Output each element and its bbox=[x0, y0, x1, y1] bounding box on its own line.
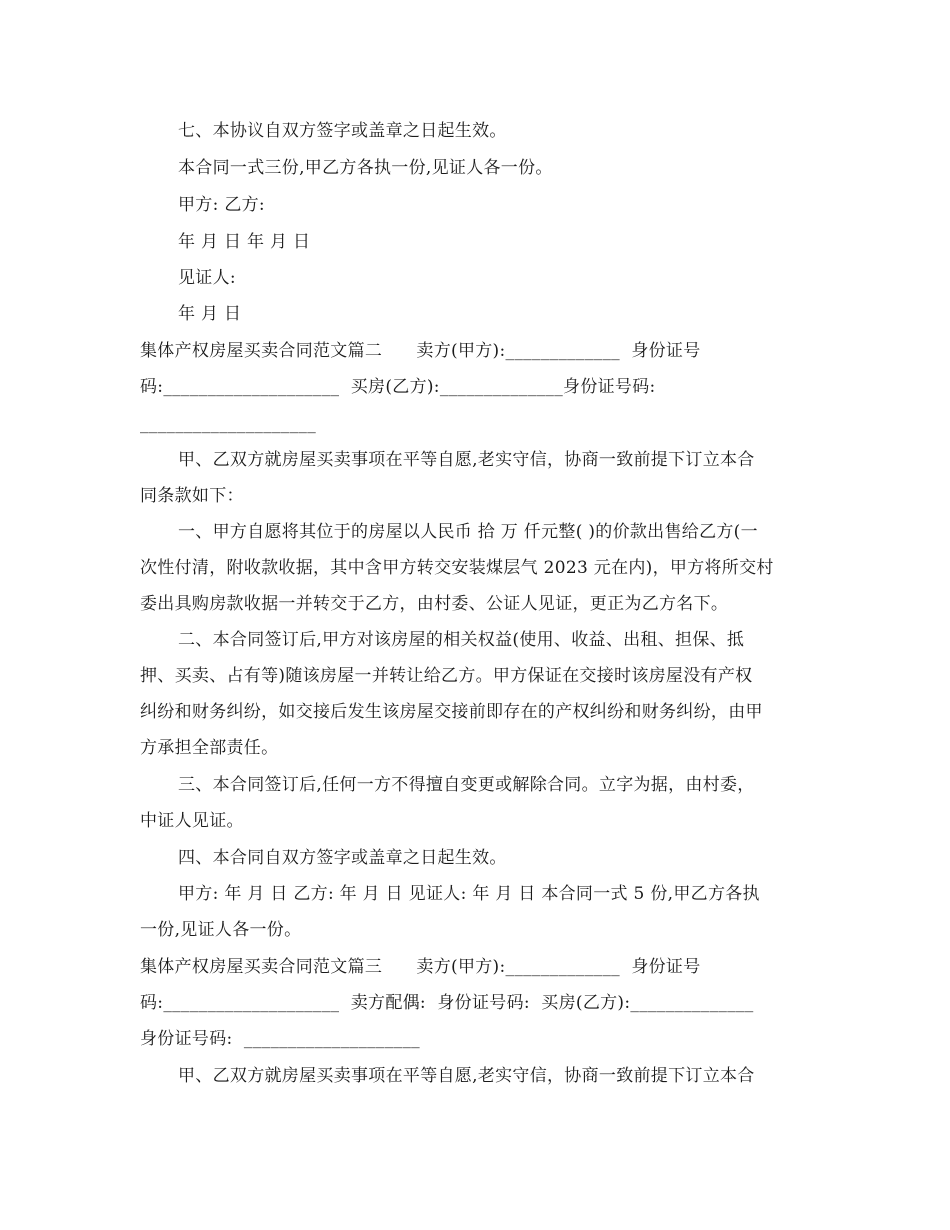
section-2-id-line: 码:____________________ 买房(乙方):______________身份证号码: bbox=[140, 377, 656, 397]
witness-date: 年 月 日 bbox=[178, 304, 242, 324]
signature-block-line-2: 一份,见证人各一份。 bbox=[140, 920, 302, 940]
signature-dates: 年 月 日 年 月 日 bbox=[178, 232, 311, 252]
witness-label: 见证人: bbox=[178, 268, 236, 288]
clause-1-line-3: 委出具购房款收据一并转交于乙方，由村委、公证人见证，更正为乙方名下。 bbox=[140, 594, 729, 614]
clause-4: 四、本合同自双方签字或盖章之日起生效。 bbox=[178, 848, 507, 868]
signature-parties: 甲方: 乙方: bbox=[178, 195, 265, 215]
clause-2-line-1: 二、本合同签订后,甲方对该房屋的相关权益(使用、收益、出租、担保、抵 bbox=[178, 630, 745, 650]
preamble-line-2: 同条款如下： bbox=[140, 486, 244, 506]
signature-block-line-1: 甲方: 年 月 日 乙方: 年 月 日 见证人: 年 月 日 本合同一式 5 份,甲乙方各执 bbox=[178, 884, 760, 904]
clause-1-line-1: 一、甲方自愿将其位于的房屋以人民币 拾 万 仟元整( )的价款出售给乙方(一 bbox=[178, 522, 758, 542]
section-3-preamble: 甲、乙双方就房屋买卖事项在平等自愿,老实守信，协商一致前提下订立本合 bbox=[178, 1066, 755, 1086]
copies-note: 本合同一式三份,甲乙方各执一份,见证人各一份。 bbox=[178, 158, 553, 178]
section-2-heading: 集体产权房屋买卖合同范文篇二 卖方(甲方):_____________ 身份证号 bbox=[140, 341, 701, 361]
clause-2-line-2: 押、买卖、占有等)随该房屋一并转让给乙方。甲方保证在交接时该房屋没有产权 bbox=[140, 666, 753, 686]
clause-3-line-1: 三、本合同签订后,任何一方不得擅自变更或解除合同。立字为据，由村委， bbox=[178, 775, 755, 795]
section-2-id-blank: ____________________ bbox=[140, 414, 316, 434]
section-3-id-line-2: 身份证号码: ____________________ bbox=[140, 1029, 420, 1049]
clause-2-line-4: 方承担全部责任。 bbox=[140, 738, 279, 758]
clause-1-line-2: 次性付清，附收款收据，其中含甲方转交安装煤层气 2023 元在内)，甲方将所交村 bbox=[140, 558, 774, 578]
section-3-id-line: 码:____________________ 卖方配偶: 身份证号码: 买房(乙方):______________ bbox=[140, 993, 754, 1013]
preamble-line-1: 甲、乙双方就房屋买卖事项在平等自愿,老实守信，协商一致前提下订立本合 bbox=[178, 450, 755, 470]
clause-3-line-2: 中证人见证。 bbox=[140, 811, 244, 831]
clause-7-effective: 七、本协议自双方签字或盖章之日起生效。 bbox=[178, 121, 507, 141]
section-3-heading: 集体产权房屋买卖合同范文篇三 卖方(甲方):_____________ 身份证号 bbox=[140, 957, 701, 977]
clause-2-line-3: 纠纷和财务纠纷，如交接后发生该房屋交接前即存在的产权纠纷和财务纠纷，由甲 bbox=[140, 702, 763, 722]
